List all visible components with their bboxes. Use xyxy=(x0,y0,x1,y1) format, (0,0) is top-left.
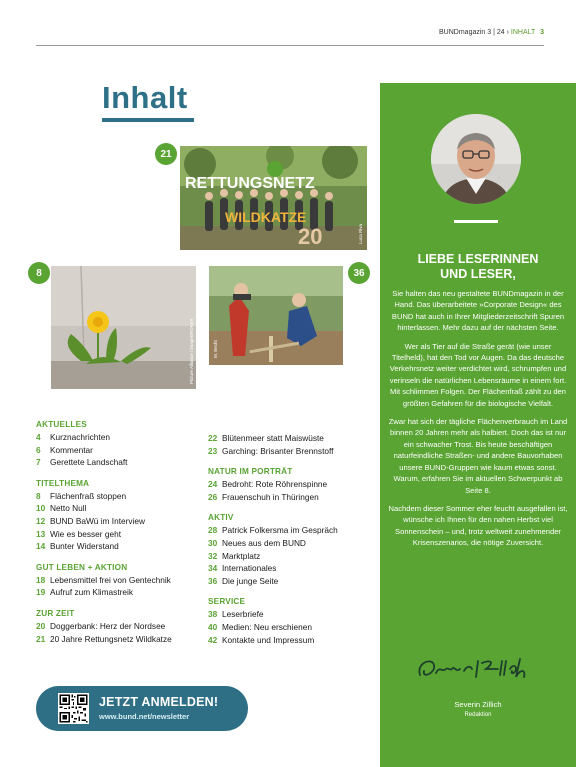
toc-page: 12 xyxy=(36,515,46,526)
editorial-text xyxy=(388,288,568,556)
portrait-image xyxy=(431,114,521,204)
toc-page: 20 xyxy=(36,620,46,631)
toc-section-heading: AKTUELLES xyxy=(36,420,87,429)
toc-title: Frauenschuh in Thüringen xyxy=(222,491,319,502)
toc-title: Flächenfraß stoppen xyxy=(50,490,127,501)
toc-page: 26 xyxy=(208,491,218,502)
toc-page: 38 xyxy=(208,609,218,620)
toc-entry[interactable] xyxy=(208,550,378,563)
editorial-greeting xyxy=(380,252,576,282)
toc-section-heading: AKTIV xyxy=(208,513,234,523)
svg-text:WILDKATZE: WILDKATZE xyxy=(225,209,307,225)
toc-right xyxy=(208,432,378,646)
toc-page: 13 xyxy=(36,528,46,539)
toc-entry[interactable] xyxy=(208,491,378,504)
magazine-issue: BUNDmagazin 3 | 24 xyxy=(439,29,505,36)
toc-entry[interactable] xyxy=(36,620,206,633)
toc-entry[interactable] xyxy=(208,634,378,647)
page-title: Inhalt xyxy=(102,80,188,115)
toc-page: 14 xyxy=(36,541,46,552)
editorial-paragraph: Zwar hat sich der tägliche Flächenverbrauch im Land binnen 20 Jahren mehr als halbiert. Doch das ist nur ein schwacher Trost. Bis heute beschäftigen naturfeindliche Straßen- und andere Bauvorhaben unsere BUND-Gruppen wie kaum etwas sonst. Warum, erfahren Sie im aktuellen Schwerpunkt ab Seite 8. xyxy=(388,417,568,495)
header-separator: › xyxy=(506,29,509,36)
toc-entry[interactable] xyxy=(36,574,206,587)
toc-title: Marktplatz xyxy=(222,550,261,561)
toc-page: 18 xyxy=(36,574,46,585)
toc-page: 7 xyxy=(36,457,41,468)
toc-title: Wie es besser geht xyxy=(50,528,122,539)
page-badge-21: 21 xyxy=(155,143,177,165)
toc-page: 40 xyxy=(208,621,218,632)
qr-code-icon xyxy=(58,693,89,724)
toc-entry[interactable] xyxy=(208,478,378,491)
header-rule xyxy=(36,45,544,46)
toc-title: Aufruf zum Klimastreik xyxy=(50,587,133,598)
toc-page: 8 xyxy=(36,490,41,501)
toc-title: Netto Null xyxy=(50,503,87,514)
planting-image xyxy=(209,266,343,365)
photo-credit: M. Becht xyxy=(213,340,218,358)
handwritten-signature xyxy=(412,651,542,685)
toc-page: 36 xyxy=(208,575,218,586)
toc-title: Garching: Brisanter Brennstoff xyxy=(222,445,334,456)
toc-entry[interactable] xyxy=(208,575,378,588)
toc-title: Bunter Widerstand xyxy=(50,541,119,552)
toc-section-heading: GUT LEBEN + AKTION xyxy=(36,562,128,572)
toc-section-heading: NATUR IM PORTRÄT xyxy=(208,467,293,477)
toc-page: 6 xyxy=(36,444,41,455)
toc-entry[interactable] xyxy=(36,586,206,599)
page-badge-36: 36 xyxy=(348,262,370,284)
toc-title: BUND BaWü im Interview xyxy=(50,515,145,526)
toc-entry[interactable] xyxy=(36,456,206,469)
toc-entry[interactable] xyxy=(208,445,378,458)
toc-title: Bedroht: Rote Röhrenspinne xyxy=(222,479,328,490)
toc-entry[interactable] xyxy=(208,608,378,621)
cta-title: JETZT ANMELDEN! xyxy=(99,695,219,709)
toc-page: 30 xyxy=(208,537,218,548)
toc-page: 10 xyxy=(36,503,46,514)
toc-title: Internationales xyxy=(222,563,277,574)
toc-title: Kontakte und Impressum xyxy=(222,634,315,645)
toc-title: Doggerbank: Herz der Nordsee xyxy=(50,620,166,631)
editorial-paragraph: Sie halten das neu gestaltete BUNDmagazin in der Hand. Das überarbeitete »Corporate Design« des BUND hat auch in Ihrer Mitgliederzeitschrift Spuren hinterlassen. Mehr dazu auf der nächsten Seite. xyxy=(391,289,565,333)
toc-entry[interactable] xyxy=(36,490,206,503)
author-role: Redaktion xyxy=(464,712,492,718)
greeting-line: LIEBE LESERINNEN xyxy=(417,252,539,266)
toc-entry[interactable] xyxy=(36,431,206,444)
author-name: Severin Zillich xyxy=(454,700,502,709)
toc-page: 28 xyxy=(208,525,218,536)
svg-text:RETTUNGSNETZ: RETTUNGSNETZ xyxy=(185,175,315,192)
toc-entry[interactable] xyxy=(36,444,206,457)
toc-left xyxy=(36,419,206,645)
toc-entry[interactable] xyxy=(208,432,378,445)
group-photo-image xyxy=(180,146,367,250)
toc-entry[interactable] xyxy=(208,524,378,537)
editorial-paragraph: Nachdem dieser Sommer eher feucht ausgefallen ist, wünsche ich Ihnen für den nahen Herbst viel Sonnenschein – und, trotz weltweit zunehmender Krisenszenarios, die nötige Zuversicht. xyxy=(388,503,568,548)
toc-title: 20 Jahre Rettungsnetz Wildkatze xyxy=(50,633,172,644)
toc-title: Kommentar xyxy=(50,444,93,455)
toc-page: 42 xyxy=(208,634,218,645)
toc-title: Gerettete Landschaft xyxy=(50,457,128,468)
cta-url[interactable]: www.bund.net/newsletter xyxy=(99,712,190,721)
toc-title: Medien: Neu erschienen xyxy=(222,621,312,632)
toc-section-heading: TITELTHEMA xyxy=(36,478,90,488)
running-header xyxy=(439,29,544,36)
decorative-rule xyxy=(454,220,498,223)
dandelion-image xyxy=(51,266,196,389)
toc-section-heading: SERVICE xyxy=(208,597,246,607)
toc-page: 32 xyxy=(208,550,218,561)
toc-entry[interactable] xyxy=(36,502,206,515)
toc-title: Neues aus dem BUND xyxy=(222,537,306,548)
greeting-line: UND LESER, xyxy=(440,267,516,281)
page-badge-8: 8 xyxy=(28,262,50,284)
toc-entry[interactable] xyxy=(36,515,206,528)
toc-entry[interactable] xyxy=(36,528,206,541)
author-portrait xyxy=(431,114,521,204)
photo-credit: Picture Alliance / imageBROKER xyxy=(189,318,194,384)
toc-title: Blütenmeer statt Maiswüste xyxy=(222,433,324,443)
newsletter-signup-button[interactable] xyxy=(36,686,248,731)
toc-entry[interactable] xyxy=(36,540,206,553)
svg-text:20: 20 xyxy=(298,224,323,249)
toc-page: 4 xyxy=(36,432,41,442)
toc-entry[interactable] xyxy=(208,537,378,550)
page-number: 3 xyxy=(540,29,544,36)
dandelion-photo[interactable] xyxy=(51,266,196,389)
editorial-paragraph: Wer als Tier auf die Straße gerät (wie unser Titelheld), hat den Tod vor Augen. Da das deutsche Verkehrsnetz weiter verdichtet wird, schrumpfen und verinseln die natürlichen Lebensräume in einem fort. Mit schlimmen Folgen. Der Flächenfraß zählt zu den größten Gefahren für die biologische Vielfalt. xyxy=(389,341,567,408)
toc-page: 24 xyxy=(208,479,218,490)
toc-entry[interactable] xyxy=(208,562,378,575)
toc-title: Patrick Folkersma im Gespräch xyxy=(222,525,338,536)
toc-page: 34 xyxy=(208,563,218,574)
title-underline xyxy=(102,118,194,122)
planting-photo[interactable] xyxy=(209,266,343,365)
toc-entry[interactable] xyxy=(36,633,206,646)
toc-entry[interactable] xyxy=(208,621,378,634)
toc-page: 23 xyxy=(208,445,218,456)
toc-title: Lebensmittel frei von Gentechnik xyxy=(50,574,171,585)
toc-page: 22 xyxy=(208,433,218,443)
toc-section-heading: ZUR ZEIT xyxy=(36,608,75,618)
toc-title: Die junge Seite xyxy=(222,575,279,586)
group-photo[interactable] xyxy=(180,146,367,250)
header-section: INHALT xyxy=(510,29,536,36)
toc-title: Leserbriefe xyxy=(222,609,264,620)
toc-page: 19 xyxy=(36,587,46,598)
toc-title: Kurznachrichten xyxy=(50,432,110,442)
photo-credit: Luca Riva xyxy=(358,223,363,244)
toc-page: 21 xyxy=(36,633,46,644)
